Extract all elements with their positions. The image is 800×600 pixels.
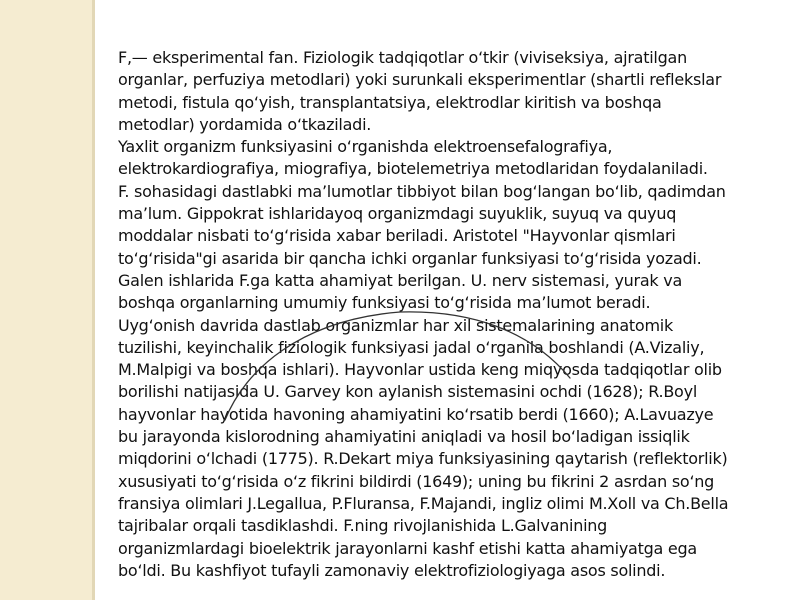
paragraph-renaissance-history: Uyg‘onish davrida dastlab organizmlar har xil sistemalarining anatomik tuzilishi, keyinchalik fiziologik funksiyasi jadal o‘rganila boshlandi (A.Vizaliy, M.Malpigi va boshqa ishlari). Hayvonlar ustida keng miqyosda tadqiqotlar olib borilishi natijasida U. Garvey kon aylanish sistemasini ochdi (1628); R.Boyl hayvonlar hayotida havoning ahamiyatini ko‘rsatib berdi (1660); A.Lavuazye bu jarayonda kislorodning ahamiyatini aniqladi va hosil bo‘ladigan issiqlik miqdorini o‘lchadi (1775). R.Dekart miya funksiyasining qaytarish (reflektorlik) xususiyati to‘g‘risida o‘z fikrini bildirdi (1649); uning bu fikrini 2 asrdan so‘ng fransiya olimlari J.Legallua, P.Fluransa, F.Majandi, ingliz olimi M.Xoll va Ch.Bella tajribalar orqali tasdiklashdi. F.ning rivojlanishida L.Galvanining organizmlardagi bioelektrik jarayonlarni kashf etishi katta ahamiyatga ega bo‘ldi. Bu kashfiyot tufayli zamonaviy elektrofiziologiyaga asos solindi. [118, 315, 729, 580]
paragraph-early-history: F. sohasidagi dastlabki ma’lumotlar tibbiyot bilan bog‘langan bo‘lib, qadimdan ma’lum. Gippokrat ishlaridayoq organizmdagi suyuklik, suyuq va quyuq moddalar nisbati to‘g‘risida xabar beriladi. Aristotel "Hayvonlar qismlari to‘g‘risida"gi asarida bir qancha ichki organlar funksiyasi to‘g‘risida yozadi. Galen ishlarida F.ga katta ahamiyat berilgan. U. nerv sistemasi, yurak va boshqa organlarning umumiy funksiyasi to‘g‘risida ma’lumot beradi. [118, 181, 726, 313]
side-band-divider [92, 0, 95, 600]
paragraph-experimental-science: F,— eksperimental fan. Fiziologik tadqiqotlar o‘tkir (viviseksiya, ajratilgan organlar, perfuziya metodlari) yoki surunkali eksperimentlar (shartli reflekslar metodi, fistula qo‘yish, transplantatsiya, elektrodlar kiritish va boshqa metodlar) yordamida o‘tkaziladi. [118, 48, 722, 134]
decorative-side-band [0, 0, 92, 600]
paragraph-whole-organism-methods: Yaxlit organizm funksiyasini o‘rganishda elektroensefalografiya, elektrokardiografiya, miografiya, biotelemetriya metodlaridan foydalaniladi. [118, 137, 708, 179]
slide-text-body [118, 47, 788, 582]
